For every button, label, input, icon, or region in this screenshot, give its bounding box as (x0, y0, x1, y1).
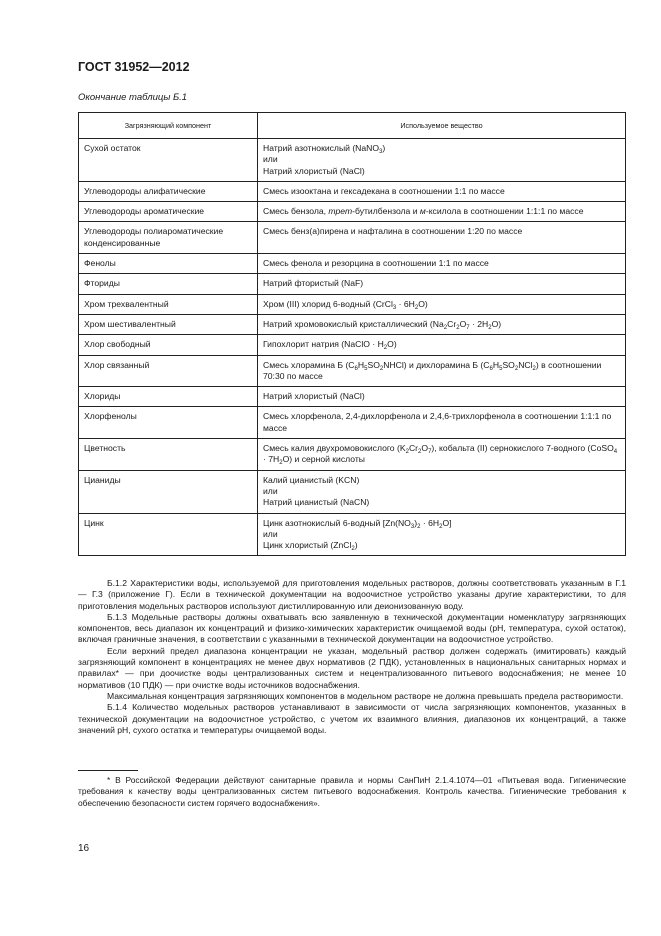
substance-cell: Смесь хлорфенола, 2,4-дихлорфенола и 2,4,6-трихлорфенола в соотношении 1:1:1 по массе (258, 407, 626, 439)
substance-cell: Смесь изооктана и гексадекана в соотношении 1:1 по массе (258, 181, 626, 201)
component-cell: Цианиды (79, 470, 258, 513)
component-cell: Фенолы (79, 254, 258, 274)
substance-cell: Натрий хромовокислый кристаллический $(Na_2Cr_2O_7 \cdot 2H_2O)$ (258, 314, 626, 334)
table-row (79, 513, 626, 556)
substance-cell: Смесь хлорамина Б $(C_6H_5SO_2NHCl)$ и дихлорамина Б $(C_6H_5SO_2NCl_2)$ в соотношении 70:30 по массе (258, 355, 626, 387)
substance-cell: Цинк азотнокислый 6-водный $[Zn(NO_3)_2 \cdot 6H_2O]$ или Цинк хлористый (ZnCl$_2$) (258, 513, 626, 556)
table-header-row (79, 113, 626, 139)
column-header-component: Загрязняющий компонент (79, 113, 258, 139)
component-cell: Углеводороды алифатические (79, 181, 258, 201)
component-cell: Хром шестивалентный (79, 314, 258, 334)
component-cell: Цинк (79, 513, 258, 556)
table-row (79, 355, 626, 387)
table-row (79, 202, 626, 222)
component-cell: Фториды (79, 274, 258, 294)
substance-cell: Смесь бенз(а)пирена и нафталина в соотношении 1:20 по массе (258, 222, 626, 254)
body-text (78, 578, 626, 736)
substance-cell: Смесь бензола, трет-бутилбензола и м-ксилола в соотношении 1:1:1 по массе (258, 202, 626, 222)
paragraph: Максимальная концентрация загрязняющих компонентов в модельном растворе не должна превышать предела растворимости. (107, 690, 624, 701)
table-row (79, 407, 626, 439)
component-cell: Хлор свободный (79, 335, 258, 355)
component-cell: Углеводороды полиароматические конденсированные (79, 222, 258, 254)
table-row (79, 254, 626, 274)
paragraph: Если верхний предел диапазона концентрации не указан, модельный раствор должен содержать (имитировать) каждый загрязняющий компонент в концентрациях не менее двух нормативов (2 ПДК), установленных в национальных санитарных нормах и правилах* — при доочистке воды централизованных систем и нецентрализованного питьевого водоснабжения; не менее 10 нормативов (10 ПДК) — при очистке воды источников водоснабжения. (78, 645, 626, 690)
table-row (79, 274, 626, 294)
column-header-substance: Используемое вещество (258, 113, 626, 139)
table-row (79, 470, 626, 513)
page-number: 16 (78, 843, 90, 854)
component-cell: Сухой остаток (79, 139, 258, 182)
substances-table (78, 112, 626, 556)
substance-cell: Натрий фтористый (NaF) (258, 274, 626, 294)
component-cell: Хлорфенолы (79, 407, 258, 439)
component-cell: Углеводороды ароматические (79, 202, 258, 222)
component-cell: Хром трехвалентный (79, 294, 258, 314)
substance-cell: Смесь фенола и резорцина в соотношении 1:1 по массе (258, 254, 626, 274)
table-row (79, 294, 626, 314)
table-row (79, 439, 626, 471)
substance-cell: Смесь калия двухромовокислого $(K_2Cr_2O_7)$, кобальта (II) сернокислого 7-водного (CoSO$_4$ · $7H_2O$) и серной кислоты (258, 439, 626, 471)
substance-cell: Хром (III) хлорид 6-водный (CrCl$_3$ · $6H_2O$) (258, 294, 626, 314)
document-code: ГОСТ 31952—2012 (78, 60, 190, 74)
component-cell: Хлориды (79, 387, 258, 407)
table-row (79, 222, 626, 254)
substance-cell: Натрий хлористый (NaCl) (258, 387, 626, 407)
paragraph: Б.1.3 Модельные растворы должны охватывать всю заявленную в технической документации номенклатуру загрязняющих компонентов, весь диапазон их концентраций и физико-химических характеристик очищаемой воды (pH, температура, сухой остаток), включая граничные значения, в соответствии с указанными в технической документации на водоочистное устройство. (78, 611, 626, 645)
component-cell: Цветность (79, 439, 258, 471)
paragraph: Б.1.2 Характеристики воды, используемой для приготовления модельных растворов, должны соответствовать указанным в Г.1 — Г.3 (приложение Г). Если в технической документации на водоочистное устройство указаны другие характеристики, то для приготовления модельных растворов используют дистиллированную или деионизованную воду. (78, 578, 626, 611)
footnote: * В Российской Федерации действуют санитарные правила и нормы СанПиН 2.1.4.1074—01 «Питьевая вода. Гигиенические требования к качеству воды централизованных систем питьевого водоснабжения. Контроль качества. Гигиенические требования к обеспечению безопасности систем горячего водоснабжения». (78, 775, 626, 808)
substance-cell: Гипохлорит натрия (NaClO · $H_2O$) (258, 335, 626, 355)
table-row (79, 314, 626, 334)
table-caption: Окончание таблицы Б.1 (78, 92, 188, 103)
substance-cell: Калий цианистый (KCN) или Натрий цианистый (NaCN) (258, 470, 626, 513)
paragraph: Б.1.4 Количество модельных растворов устанавливают в зависимости от числа загрязняющих компонентов, указанных в технической документации на водоочистное устройство, с учетом их взаимного влияния, диапазонов их концентраций, а также значений pH, сухого остатка и температуры очищаемой воды. (78, 702, 626, 735)
table-row (79, 335, 626, 355)
component-cell: Хлор связанный (79, 355, 258, 387)
substance-cell: Натрий азотнокислый (NaNO$_3$) или Натрий хлористый (NaCl) (258, 139, 626, 182)
table-row (79, 139, 626, 182)
table-row (79, 387, 626, 407)
table-row (79, 181, 626, 201)
footnote-divider (78, 770, 138, 771)
